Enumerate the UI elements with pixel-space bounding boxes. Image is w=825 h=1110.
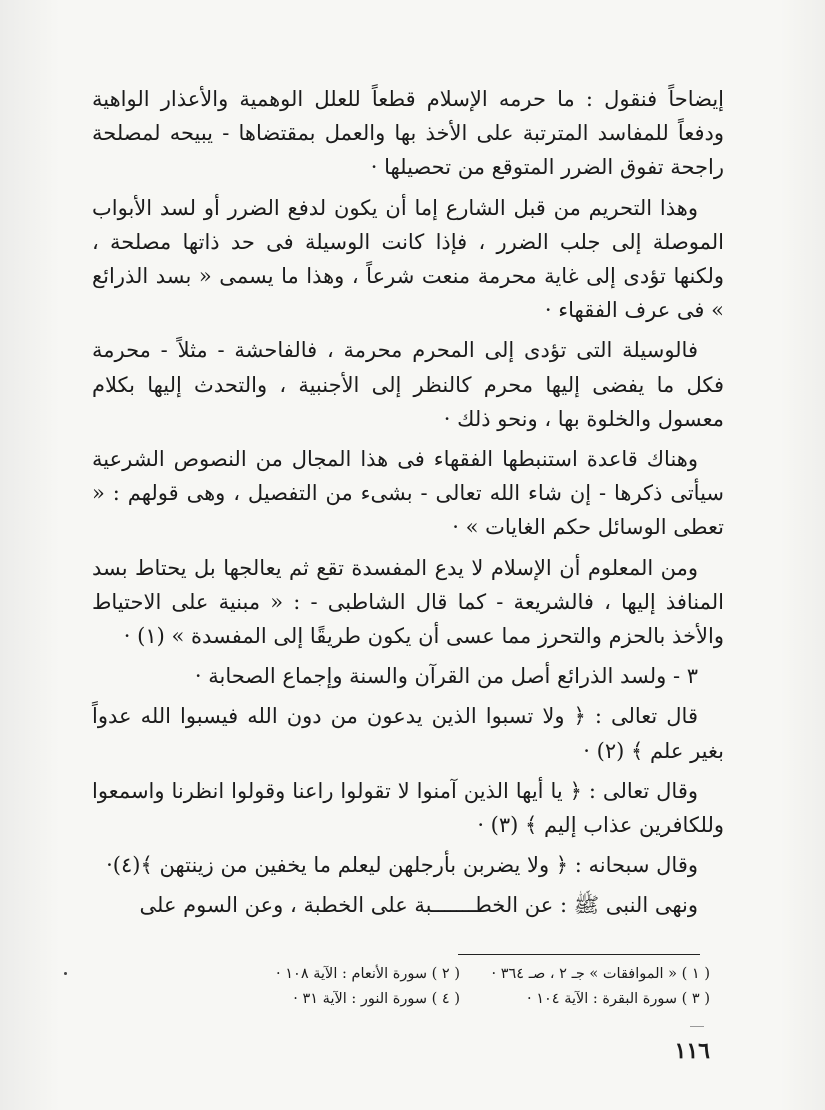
paragraph-verse-2: وقال تعالى : ﴿ يا أيها الذين آمنوا لا تقولوا راعنا وقولوا انظرنا واسمعوا وللكافرين عذاب إليم ﴾ (٣) · xyxy=(92,778,724,838)
paragraph-4: وهناك قاعدة استنبطها الفقهاء فى هذا المجال من النصوص الشرعية سيأتى ذكرها - إن شاء الله تعالى - بشىء من التفصيل ، وهى قولهم : « تعطى الوسائل حكم الغايات » · xyxy=(92,447,724,540)
scan-speck xyxy=(64,972,67,975)
footnote-1: ( ١ ) « الموافقات » جـ ٢ ، صـ ٣٦٤ · xyxy=(491,966,710,982)
paragraph-2: وهذا التحريم من قبل الشارع إما أن يكون لدفع الضرر أو لسد الأبواب الموصلة إلى جلب الضرر ، فإذا كانت الوسيلة فى حد ذاتها مصلحة ، ولكنها تؤدى إلى غاية محرمة منعت شرعاً ، وهذا ما يسمى « بسد الذرائع » فى عرف الفقهاء · xyxy=(92,195,724,323)
footnote-4: ( ٤ ) سورة النور : الآية ٣١ · xyxy=(293,991,460,1007)
footnote-2: ( ٢ ) سورة الأنعام : الآية ١٠٨ · xyxy=(276,966,460,982)
paragraph-verse-3: وقال سبحانه : ﴿ ولا يضربن بأرجلهن ليعلم ما يخفين من زينتهن ﴾(٤)· xyxy=(106,853,698,878)
paragraph-1: إيضاحاً فنقول : ما حرمه الإسلام قطعاً للعلل الوهمية والأعذار الواهية ودفعاً للمفاسد المترتبة على الأخذ بها والعمل بمقتضاها - يبيحه لمصلحة راجحة تفوق الضرر المتوقع من تحصيلها · xyxy=(92,87,724,180)
section-heading-3: ٣ - ولسد الذرائع أصل من القرآن والسنة وإجماع الصحابة · xyxy=(194,664,698,689)
scan-speck xyxy=(690,1026,704,1027)
paragraph-3: فالوسيلة التى تؤدى إلى المحرم محرمة ، فالفاحشة - مثلاً - محرمة فكل ما يفضى إليها محرم كالنظر إلى الأجنبية ، والتحدث إليها بكلام معسول والخلوة بها ، ونحو ذلك · xyxy=(92,338,724,431)
paragraph-hadith: ونهى النبى ﷺ : عن الخطـــــــبة على الخطبة ، وعن السوم على xyxy=(139,893,698,918)
footnote-3: ( ٣ ) سورة البقرة : الآية ١٠٤ · xyxy=(527,991,710,1007)
page-number: ١١٦ xyxy=(674,1038,710,1064)
body-text xyxy=(92,82,724,923)
footnotes xyxy=(170,962,710,1012)
footnote-row xyxy=(170,962,710,987)
paragraph-verse-1: قال تعالى : ﴿ ولا تسبوا الذين يدعون من دون الله فيسبوا الله عدواً بغير علم ﴾ (٢) · xyxy=(92,704,724,763)
footnote-separator xyxy=(458,954,700,955)
paragraph-5: ومن المعلوم أن الإسلام لا يدع المفسدة تقع ثم يعالجها بل يحتاط بسد المنافذ إليها ، فالشريعة - كما قال الشاطبى - : « مبنية على الاحتياط والأخذ بالحزم والتحرز مما عسى أن يكون طريقًا إلى المفسدة » (١) · xyxy=(92,555,724,649)
footnote-row xyxy=(170,987,710,1012)
